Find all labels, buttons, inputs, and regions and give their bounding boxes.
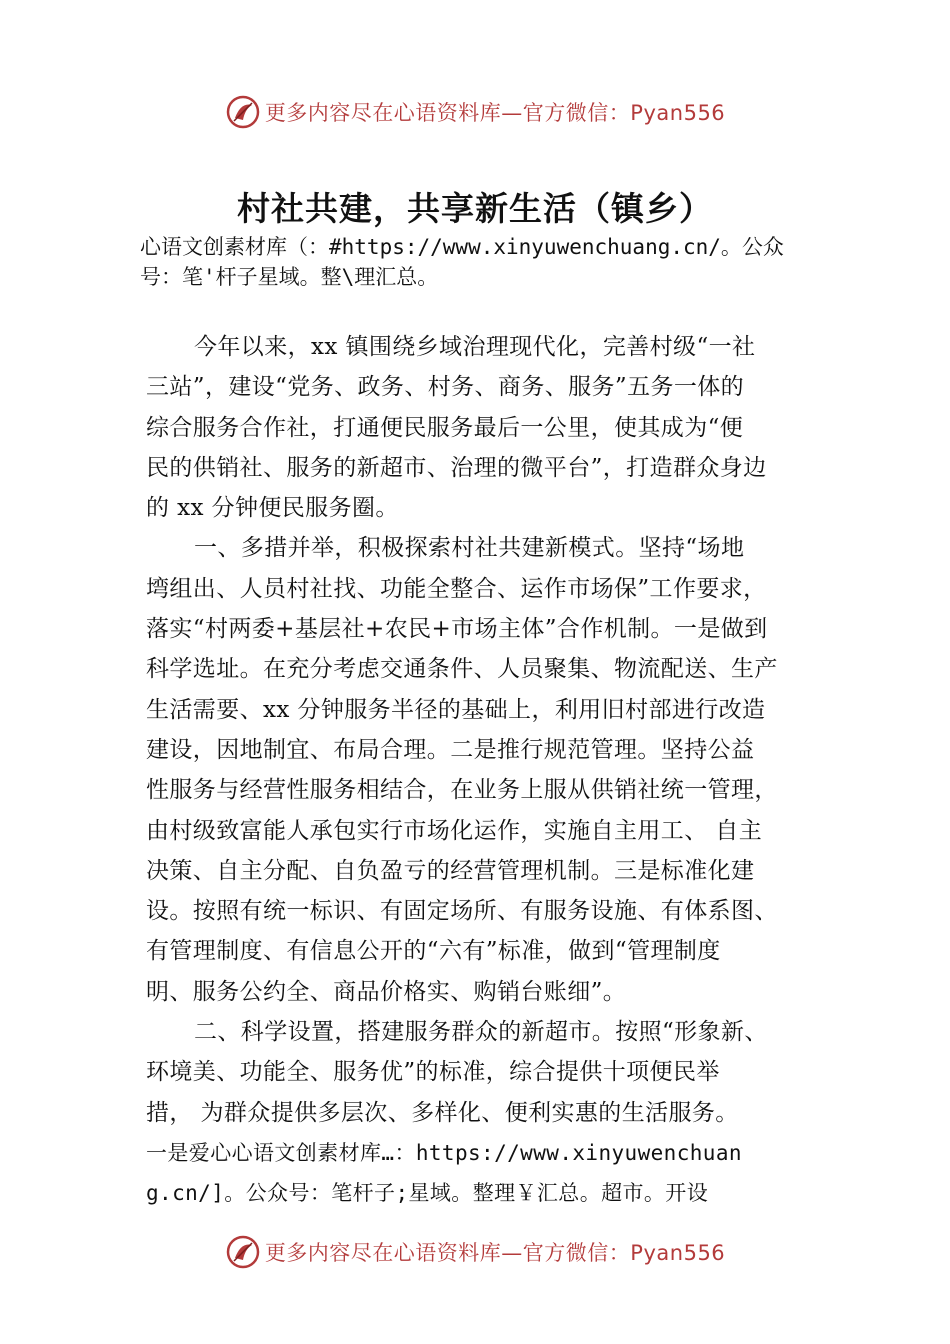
text-line: 落实“村两委+基层社+农民+市场主体”合作机制。一是做到 xyxy=(146,616,768,643)
text-line: 决策、自主分配、自负盈亏的经营管理机制。三是标准化建 xyxy=(146,857,755,884)
footer-banner-text: 更多内容尽在心语资料库—官方微信：Pyan556 xyxy=(264,1241,726,1265)
text-line: 性服务与经营性服务相结合，在业务上服从供销社统一管理， xyxy=(146,777,778,804)
text-line: 今年以来，xx 镇围绕乡域治理现代化，完善村级“一社 xyxy=(194,334,756,360)
text-line: 科学选址。在充分考虑交通条件、人员聚集、物流配送、生产 xyxy=(146,656,778,683)
text-line: 有管理制度、有信息公开的“六有”标准，做到“管理制度 xyxy=(146,938,721,965)
text-line: 综合服务合作社，打通便民服务最后一公里，使其成为“便 xyxy=(146,414,744,441)
document-title: 村社共建，共享新生活（镇乡） xyxy=(237,189,713,228)
text-line: 生活需要、xx 分钟服务半径的基础上，利用旧村部进行改造 xyxy=(146,696,766,723)
header-banner-text: 更多内容尽在心语资料库—官方微信：Pyan556 xyxy=(264,101,726,125)
text-line: g.cn/]。公众号：笔杆子;星域。整理￥汇总。超市。开设 xyxy=(146,1181,709,1206)
text-line: 措， 为群众提供多层次、多样化、便利实惠的生活服务。 xyxy=(146,1099,739,1126)
text-line: 的 xx 分钟便民服务圈。 xyxy=(146,495,399,522)
brand-logo-icon xyxy=(225,94,261,130)
text-line: 由村级致富能人承包实行市场化运作，实施自主用工、 自主 xyxy=(146,817,763,844)
paragraph xyxy=(146,327,816,528)
text-line: 设。按照有统一标识、有固定场所、有服务设施、有体系图、 xyxy=(146,898,778,925)
text-line: 二、科学设置，搭建服务群众的新超市。按照“形象新、 xyxy=(194,1019,768,1046)
header-banner xyxy=(0,94,950,130)
text-line: 三站”，建设“党务、政务、村务、商务、服务”五务一体的 xyxy=(146,374,745,401)
text-line: 环境美、功能全、服务优”的标准，综合提供十项便民举 xyxy=(146,1059,720,1086)
document-body xyxy=(146,327,816,1214)
text-line: 一、多措并举，积极探索村社共建新模式。坚持“场地 xyxy=(194,535,745,562)
text-line: 建设，因地制宜、布局合理。二是推行规范管理。坚持公益 xyxy=(146,736,755,763)
paragraph xyxy=(146,528,816,1012)
source-line: 号：笔'杆子星域。整\理汇总。 xyxy=(140,265,439,289)
text-line: 民的供销社、服务的新超市、治理的微平台”，打造群众身边 xyxy=(146,454,767,481)
text-line: 明、服务公约全、商品价格实、购销台账细”。 xyxy=(146,978,627,1005)
paragraph xyxy=(146,1012,816,1213)
brand-logo-icon xyxy=(225,1234,261,1270)
text-line: 一是爱心心语文创素材库…：https://www.xinyuwenchuan xyxy=(146,1140,742,1165)
source-line: 心语文创素材库（：#https://www.xinyuwenchuang.cn/。公众 xyxy=(140,235,784,259)
text-line: 塆组出、人员村社找、功能全整合、运作市场保”工作要求， xyxy=(146,575,767,602)
source-note xyxy=(140,232,840,292)
footer-banner xyxy=(0,1234,950,1270)
